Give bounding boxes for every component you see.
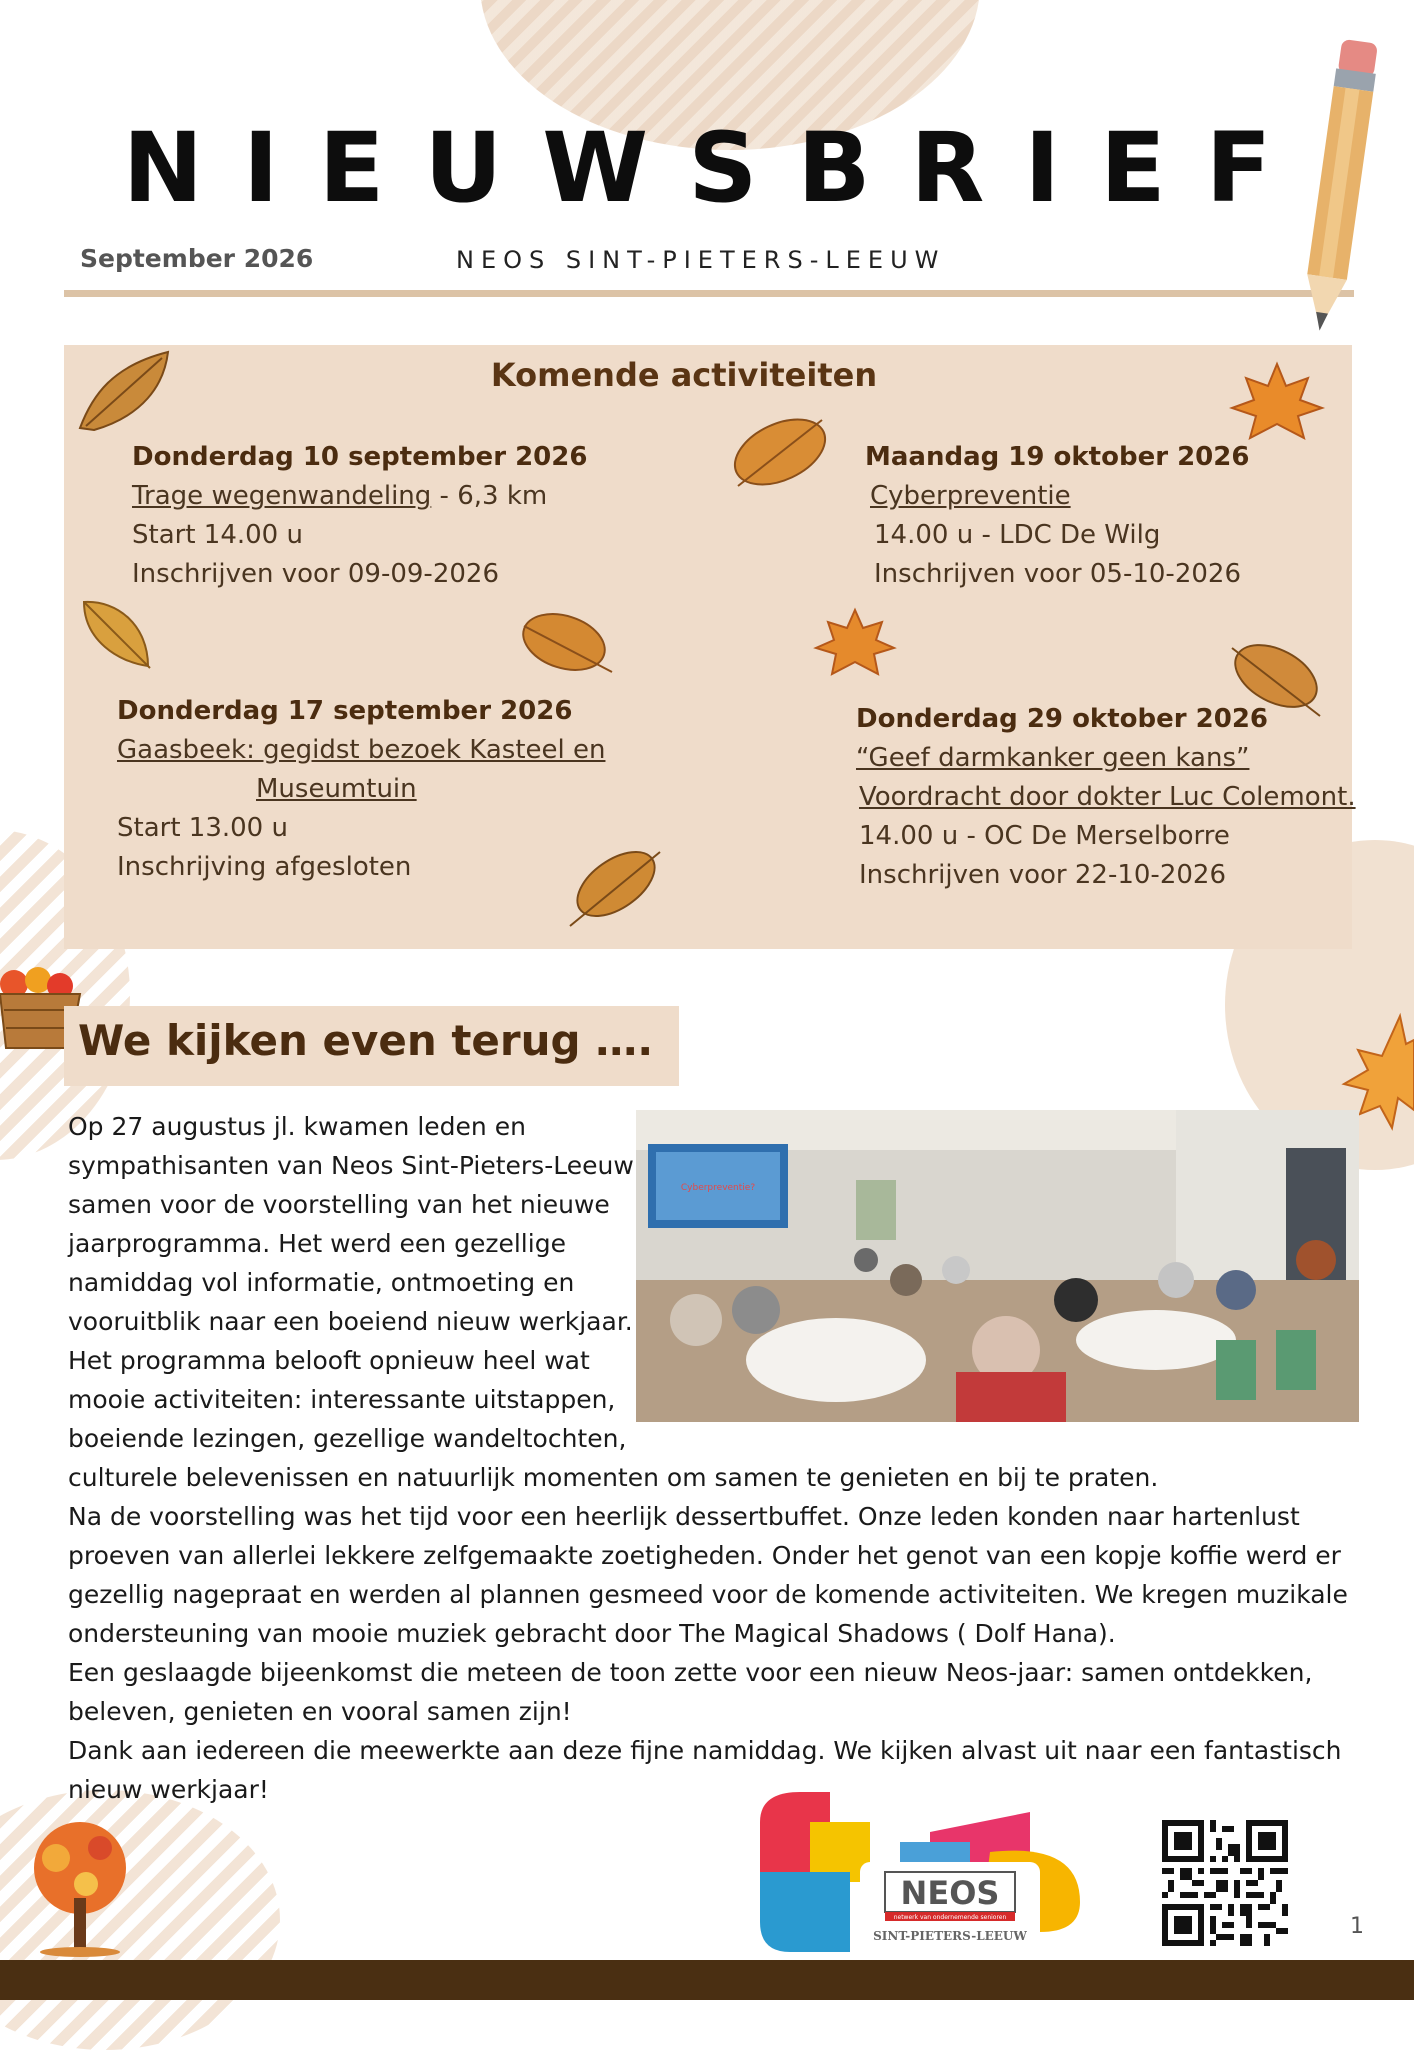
event-link-continued[interactable]: Voordracht door dokter Luc Colemont. <box>859 782 1356 812</box>
oak-leaf-icon <box>724 408 832 496</box>
newsletter-title: NIEUWSBRIEF <box>122 112 1312 224</box>
event-registration: Inschrijven voor 22-10-2026 <box>859 860 1226 890</box>
lookback-paragraph: Een geslaagde bijeenkomst die meteen de toon zette voor een nieuw Neos-jaar: samen ontdekken, beleven, genieten en vooral samen zijn! <box>68 1658 1313 1726</box>
oak-leaf-icon <box>72 346 178 436</box>
photo-screen-title: Cyberpreventie? <box>680 1183 756 1193</box>
event-date: Donderdag 10 september 2026 <box>132 442 588 472</box>
event-date: Maandag 19 oktober 2026 <box>865 442 1250 472</box>
oak-leaf-icon <box>564 844 664 930</box>
event-registration: Inschrijven voor 09-09-2026 <box>132 559 499 589</box>
event-registration: Inschrijven voor 05-10-2026 <box>874 559 1241 589</box>
event-card <box>865 438 1249 594</box>
event-time: Start 14.00 u <box>132 520 303 550</box>
logo-wordmark: NEOS <box>900 1874 1000 1912</box>
organization-name: NEOS SINT-PIETERS-LEEUW <box>456 246 946 274</box>
leaf-icon <box>78 596 154 672</box>
event-registration: Inschrijving afgesloten <box>117 852 412 882</box>
event-link[interactable]: Cyberpreventie <box>870 481 1071 511</box>
lookback-body <box>68 1107 1378 1809</box>
oak-leaf-icon <box>1226 634 1326 722</box>
event-time: 14.00 u - LDC De Wilg <box>874 520 1161 550</box>
logo-location: SINT-PIETERS-LEEUW <box>873 1929 1027 1943</box>
event-link-continued[interactable]: Museumtuin <box>256 774 417 804</box>
neos-logo <box>760 1792 1135 1952</box>
activities-title: Komende activiteiten <box>490 356 878 394</box>
maple-leaf-icon <box>1228 360 1326 444</box>
maple-leaf-icon <box>812 606 898 682</box>
pencil-illustration <box>1300 30 1380 340</box>
lookback-title: We kijken even terug …. <box>78 1016 654 1065</box>
header-divider <box>64 290 1354 297</box>
autumn-tree-icon <box>26 1818 134 1958</box>
event-card <box>856 700 1356 895</box>
footer-bar <box>0 1960 1414 2000</box>
event-distance: - 6,3 km <box>431 481 548 511</box>
logo-tagline: netwerk van ondernemende senioren <box>893 1914 1007 1921</box>
page-number: 1 <box>1350 1914 1364 1939</box>
lookback-paragraph: Op 27 augustus jl. kwamen leden en sympathisanten van Neos Sint-Pieters-Leeuw samen voor de voorstelling van het nieuwe jaarprogramma. Het werd een gezellige namiddag vol informatie, ontmoeting en vooruitblik naar een boeiend nieuw werkjaar. Het programma belooft opnieuw heel wat mooie activiteiten: interessante uitstappen, boeiende lezingen, gezellige wandeltochten, culturele belevenissen en natuurlijk momenten om samen te genieten en bij te praten. <box>68 1112 1159 1492</box>
event-time: Start 13.00 u <box>117 813 288 843</box>
lookback-paragraph: Na de voorstelling was het tijd voor een heerlijk dessertbuffet. Onze leden konden naar hartenlust proeven van allerlei lekkere zelfgemaakte zoetigheden. Onder het genot van een kopje koffie werd er gezellig nagepraat en werden al plannen gesmeed voor de komende activiteiten. We kregen muzikale ondersteuning van mooie muziek gebracht door The Magical Shadows ( Dolf Hana). <box>68 1502 1348 1648</box>
qr-code[interactable] <box>1162 1820 1288 1946</box>
oak-leaf-icon <box>516 606 616 682</box>
lookback-paragraph: Dank aan iedereen die meewerkte aan deze fijne namiddag. We kijken alvast uit naar een fantastisch nieuw werkjaar! <box>68 1736 1342 1804</box>
event-link[interactable]: Trage wegenwandeling <box>132 481 432 511</box>
issue-date: September 2026 <box>80 244 314 273</box>
photo-spacer <box>672 1107 1378 1422</box>
event-card <box>117 692 605 887</box>
event-date: Donderdag 17 september 2026 <box>117 696 573 726</box>
event-link[interactable]: Gaasbeek: gegidst bezoek Kasteel en <box>117 735 606 765</box>
event-card <box>132 438 587 594</box>
event-link[interactable]: “Geef darmkanker geen kans” <box>856 743 1250 773</box>
event-date: Donderdag 29 oktober 2026 <box>856 704 1269 734</box>
event-time: 14.00 u - OC De Merselborre <box>859 821 1230 851</box>
